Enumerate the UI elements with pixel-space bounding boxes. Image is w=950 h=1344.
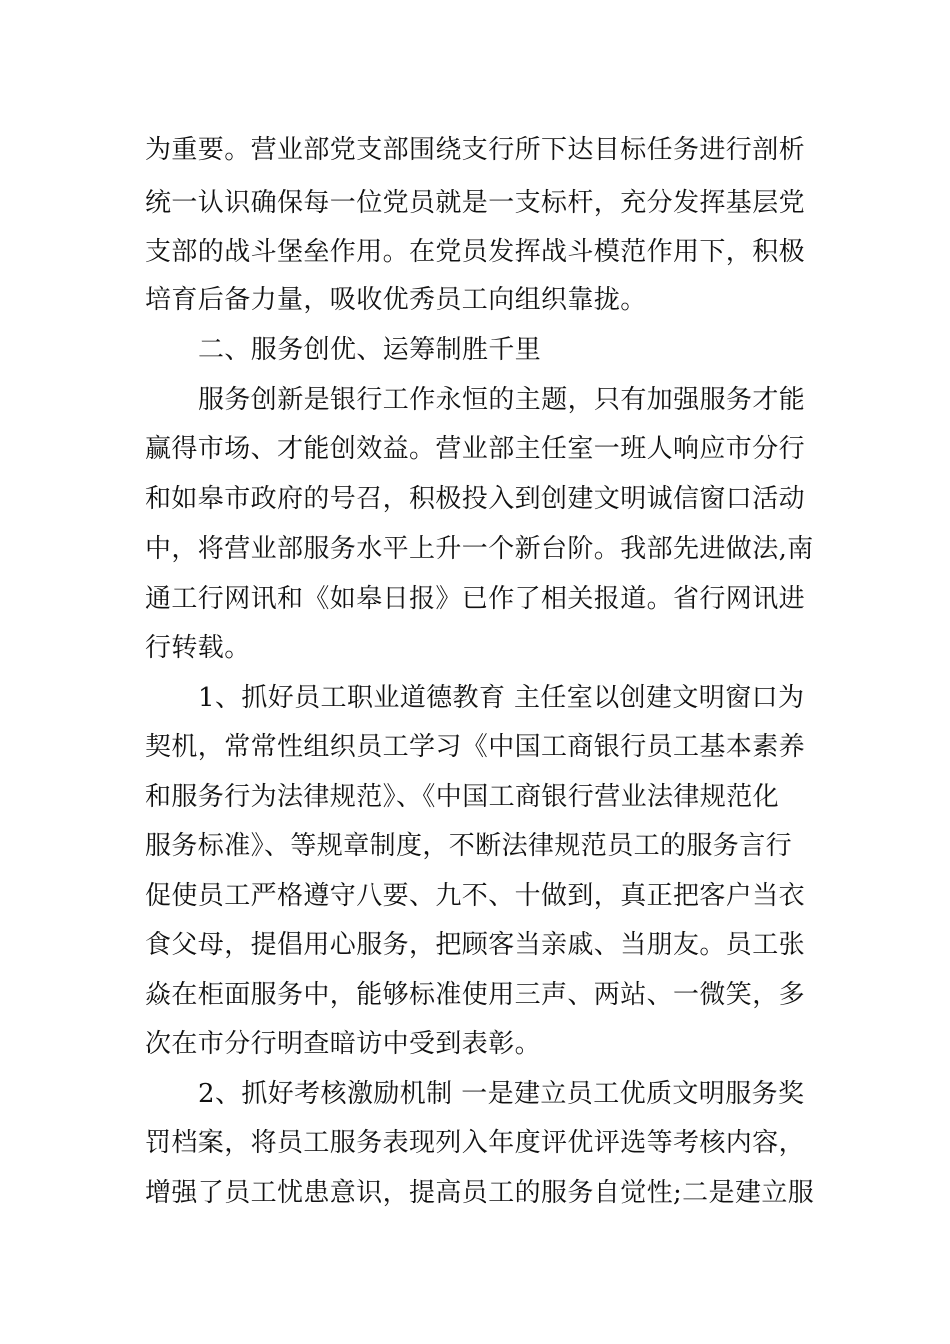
text-line: 罚档案，将员工服务表现列入年度评优评选等考核内容， <box>145 1128 806 1158</box>
text-line: 食父母，提倡用心服务，把顾客当亲戚、当朋友。员工张 <box>145 930 806 960</box>
text-line: 服务创新是银行工作永恒的主题，只有加强服务才能 <box>198 385 806 415</box>
text-line: 行转载。 <box>145 633 251 663</box>
text-line: 服务标准》、等规章制度，不断法律规范员工的服务言行 <box>145 831 793 861</box>
text-line: 契机，常常性组织员工学习《中国工商银行员工基本素养 <box>145 732 806 762</box>
text-line: 通工行网讯和《如皋日报》已作了相关报道。省行网讯进 <box>145 584 806 614</box>
text-line: 和服务行为法律规范》、《中国工商银行营业法律规范化 <box>145 782 780 812</box>
text-line: 1、抓好员工职业道德教育 主任室以创建文明窗口为 <box>198 683 805 713</box>
text-line: 赢得市场、才能创效益。营业部主任室一班人响应市分行 <box>145 434 806 464</box>
text-line: 和如皋市政府的号召，积极投入到创建文明诚信窗口活动 <box>145 484 806 514</box>
text-line: 2、抓好考核激励机制 一是建立员工优质文明服务奖 <box>198 1079 805 1109</box>
text-line: 统一认识确保每一位党员就是一支标杆，充分发挥基层党 <box>145 188 806 218</box>
text-line: 增强了员工忧患意识，提高员工的服务自觉性;二是建立服 <box>145 1178 815 1208</box>
section-heading: 二、服务创优、运筹制胜千里 <box>198 335 542 365</box>
text-line: 次在市分行明查暗访中受到表彰。 <box>145 1029 542 1059</box>
text-line: 支部的战斗堡垒作用。在党员发挥战斗模范作用下，积极 <box>145 237 806 267</box>
text-line: 培育后备力量，吸收优秀员工向组织靠拢。 <box>145 285 647 315</box>
text-line: 焱在柜面服务中，能够标准使用三声、两站、一微笑，多 <box>145 980 806 1010</box>
text-line: 中，将营业部服务水平上升一个新台阶。我部先进做法,南 <box>145 534 814 564</box>
text-line: 促使员工严格遵守八要、九不、十做到，真正把客户当衣 <box>145 881 806 911</box>
text-line: 为重要。营业部党支部围绕支行所下达目标任务进行剖析 <box>145 135 806 165</box>
